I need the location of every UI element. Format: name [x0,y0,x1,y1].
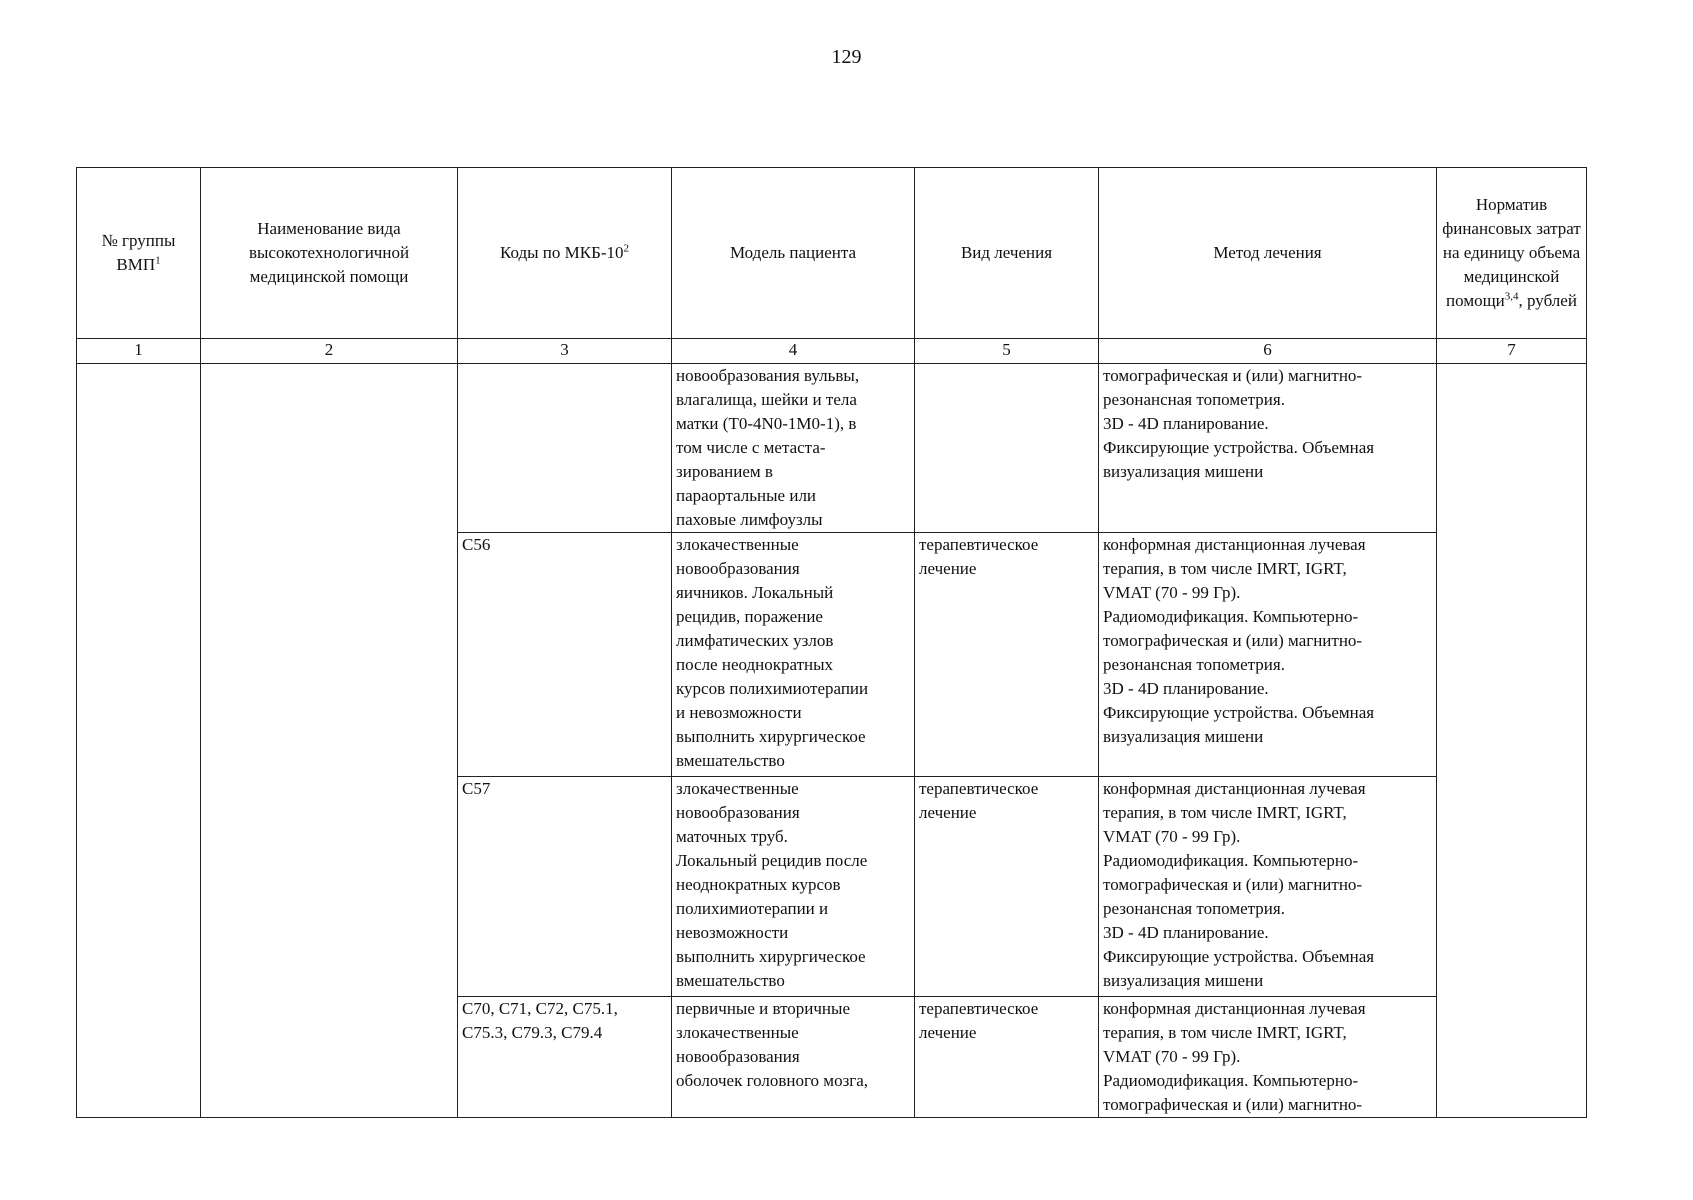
column-number-row [77,339,1587,364]
icd-codes-cell: C57 [458,777,672,997]
patient-model-cell: новообразования вульвы, влагалища, шейки и тела матки (T0-4N0-1M0-1), в том числе с метаста- зированием в параортальные или паховые лимфоузлы [672,364,915,533]
header-row [77,168,1587,339]
icd-codes-cell [458,364,672,533]
treatment-type-cell [915,364,1099,533]
header-group-number: № группы ВМП$^1$ [77,168,201,339]
treatment-method-cell: конформная дистанционная лучевая терапия, в том числе IMRT, IGRT, VMAT (70 - 99 Гр). Радиомодификация. Компьютерно- томографическая и (или) магнитно- [1099,997,1437,1118]
patient-model-cell: злокачественные новообразования яичников. Локальный рецидив, поражение лимфатических узлов после неоднократных курсов полихимиотерапии и невозможности выполнить хирургическое вмешательство [672,533,915,777]
treatment-method-cell: конформная дистанционная лучевая терапия, в том числе IMRT, IGRT, VMAT (70 - 99 Гр). Радиомодификация. Компьютерно- томографическая и (или) магнитно- резонансная топометрия. 3D - 4D планирование. Фиксирующие устройства. Объемная визуализация мишени [1099,777,1437,997]
column-number: 3 [458,339,672,364]
vmp-table [76,167,1587,1118]
patient-model-cell: злокачественные новообразования маточных труб. Локальный рецидив после неоднократных курсов полихимиотерапии и невозможности выполнить хирургическое вмешательство [672,777,915,997]
patient-model-cell: первичные и вторичные злокачественные новообразования оболочек головного мозга, [672,997,915,1118]
header-cost-standard: Норматив финансовых затрат на единицу объема медицинской помощи$^{3,4}$, рублей [1437,168,1587,339]
column-number: 1 [77,339,201,364]
treatment-type-cell: терапевтическое лечение [915,777,1099,997]
icd-codes-cell: C70, C71, C72, C75.1, C75.3, C79.3, C79.4 [458,997,672,1118]
treatment-method-cell: томографическая и (или) магнитно- резонансная топометрия. 3D - 4D планирование. Фиксирующие устройства. Объемная визуализация мишени [1099,364,1437,533]
header-treatment-type: Вид лечения [915,168,1099,339]
treatment-method-cell: конформная дистанционная лучевая терапия, в том числе IMRT, IGRT, VMAT (70 - 99 Гр). Радиомодификация. Компьютерно- томографическая и (или) магнитно- резонансная топометрия. 3D - 4D планирование. Фиксирующие устройства. Объемная визуализация мишени [1099,533,1437,777]
cost-standard-cell [1437,364,1587,1118]
group-number-cell [77,364,201,1118]
header-treatment-method: Метод лечения [1099,168,1437,339]
treatment-type-cell: терапевтическое лечение [915,997,1099,1118]
column-number: 2 [201,339,458,364]
column-number: 4 [672,339,915,364]
icd-codes-cell: C56 [458,533,672,777]
column-number: 6 [1099,339,1437,364]
table-row [77,364,1587,533]
header-patient-model: Модель пациента [672,168,915,339]
column-number: 7 [1437,339,1587,364]
treatment-type-cell: терапевтическое лечение [915,533,1099,777]
header-care-type: Наименование вида высокотехнологичной медицинской помощи [201,168,458,339]
page-number: 129 [831,46,862,68]
column-number: 5 [915,339,1099,364]
header-icd-codes: Коды по МКБ-$10^2$ [458,168,672,339]
care-type-cell [201,364,458,1118]
